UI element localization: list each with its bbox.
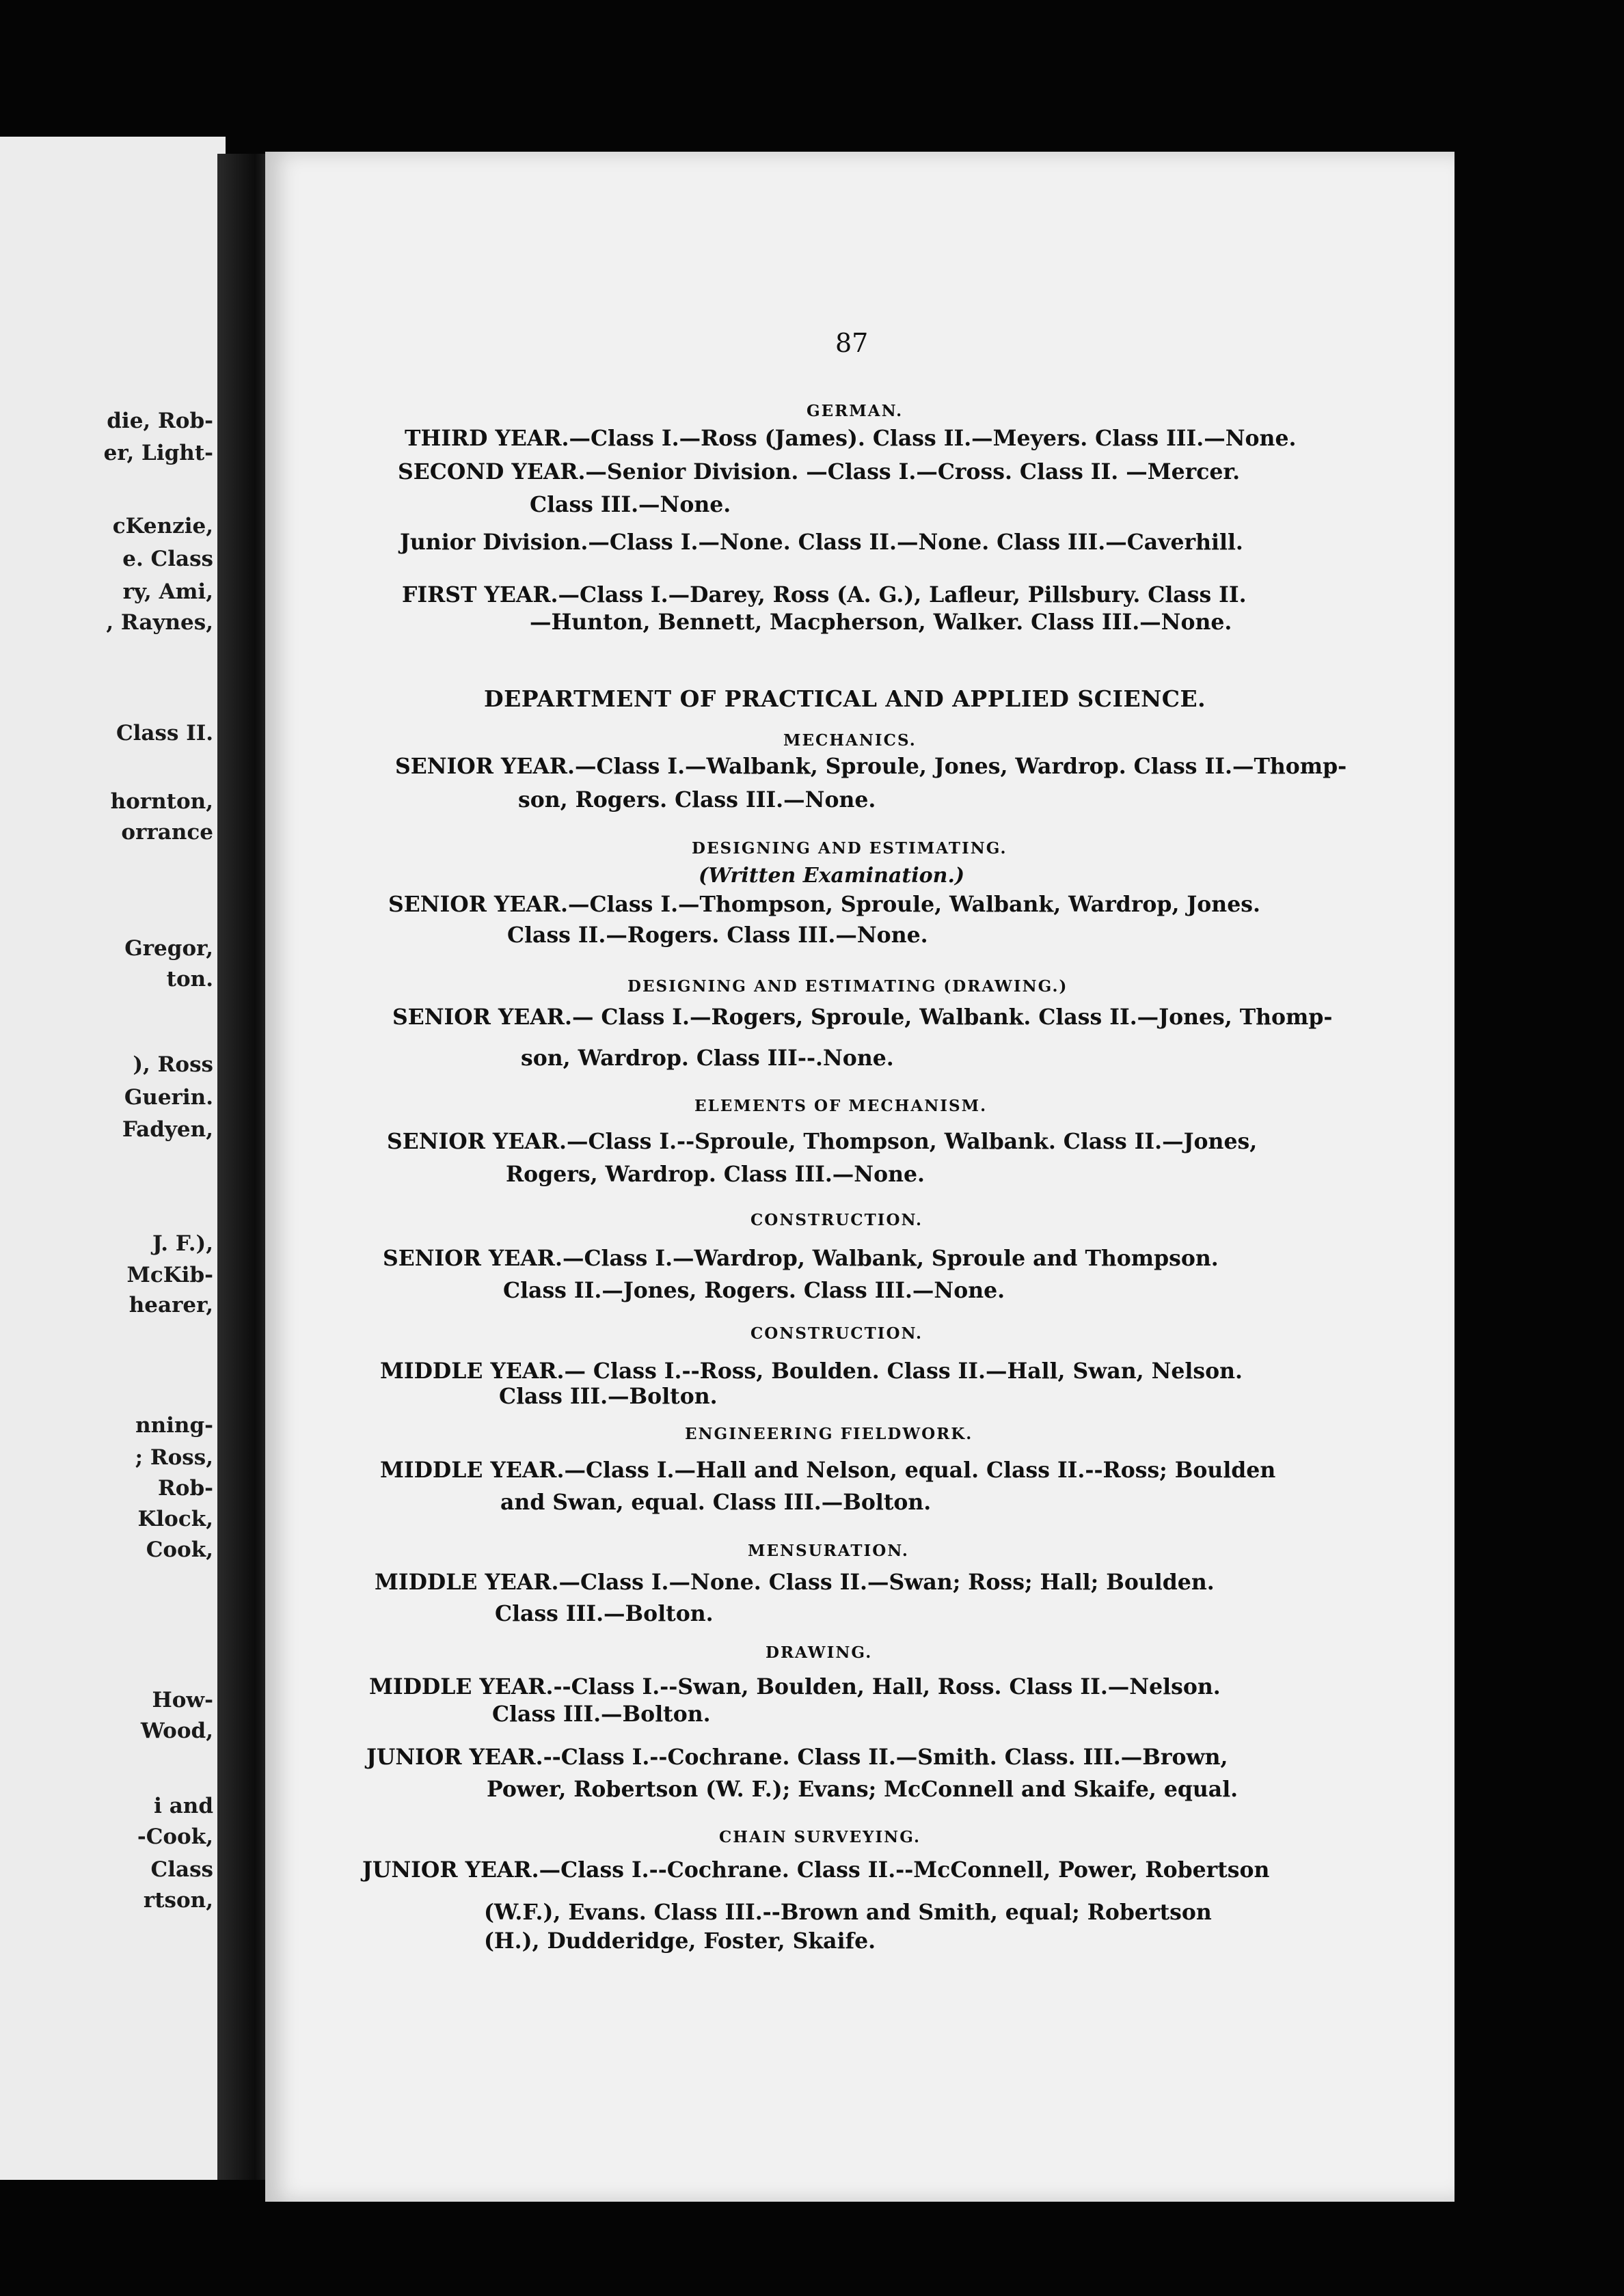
facing-page-text-fragment: Gregor, <box>124 936 213 961</box>
section-heading-fieldwork: ENGINEERING FIELDWORK. <box>685 1425 973 1443</box>
text-line: THIRD YEAR.—Class I.—Ross (James). Class II.—Meyers. Class III.—None. <box>405 426 1297 451</box>
facing-page-text-fragment: J. F.), <box>152 1231 213 1256</box>
page-number: 87 <box>835 328 869 358</box>
text-line: Class III.—Bolton. <box>499 1384 718 1409</box>
section-heading-designing-drawing: DESIGNING AND ESTIMATING (DRAWING.) <box>627 977 1068 996</box>
text-line: and Swan, equal. Class III.—Bolton. <box>500 1490 932 1515</box>
section-heading-german: GERMAN. <box>807 402 904 420</box>
facing-page-text-fragment: rtson, <box>143 1888 213 1913</box>
facing-page-text-fragment: ry, Ami, <box>122 579 213 604</box>
text-line: son, Rogers. Class III.—None. <box>518 787 876 812</box>
facing-page-text-fragment: ), Ross <box>133 1052 213 1077</box>
text-line: JUNIOR YEAR.—Class I.--Cochrane. Class II.--McConnell, Power, Robertson <box>362 1857 1270 1883</box>
section-heading-mensuration: MENSURATION. <box>748 1542 909 1560</box>
text-line: Rogers, Wardrop. Class III.—None. <box>506 1162 925 1187</box>
text-line: (W.F.), Evans. Class III.--Brown and Smith, equal; Robertson <box>484 1900 1212 1925</box>
department-heading: DEPARTMENT OF PRACTICAL AND APPLIED SCIENCE. <box>484 685 1206 712</box>
text-line: Junior Division.—Class I.—None. Class II.—None. Class III.—Caverhill. <box>400 530 1243 555</box>
facing-page-text-fragment: McKib- <box>126 1263 213 1287</box>
text-line: JUNIOR YEAR.--Class I.--Cochrane. Class II.—Smith. Class. III.—Brown, <box>366 1745 1228 1770</box>
facing-page-text-fragment: Guerin. <box>124 1085 213 1110</box>
facing-page-text-fragment: Cook, <box>146 1538 213 1562</box>
text-line: SECOND YEAR.—Senior Division. —Class I.—Cross. Class II. —Mercer. <box>398 459 1241 484</box>
facing-page-text-fragment: Rob- <box>158 1476 213 1501</box>
facing-page-text-fragment: -Cook, <box>137 1824 213 1849</box>
text-line: Class III.—Bolton. <box>492 1702 711 1727</box>
text-line: Class III.—Bolton. <box>495 1601 714 1626</box>
section-heading-designing: DESIGNING AND ESTIMATING. <box>692 839 1007 858</box>
facing-page-text-fragment: hornton, <box>110 789 213 814</box>
facing-page-text-fragment: Wood, <box>140 1719 213 1743</box>
text-line: SENIOR YEAR.—Class I.—Wardrop, Walbank, Sproule and Thompson. <box>383 1246 1219 1271</box>
section-heading-chain-surveying: CHAIN SURVEYING. <box>719 1828 921 1846</box>
text-line: SENIOR YEAR.— Class I.—Rogers, Sproule, Walbank. Class II.—Jones, Thomp- <box>392 1004 1333 1030</box>
text-line: —Hunton, Bennett, Macpherson, Walker. Class III.—None. <box>530 610 1232 635</box>
facing-page-text-fragment: Klock, <box>137 1507 213 1531</box>
facing-page-text-fragment: Fadyen, <box>122 1117 213 1142</box>
text-line: Class II.—Rogers. Class III.—None. <box>507 922 928 948</box>
facing-page-text-fragment: hearer, <box>128 1293 213 1317</box>
facing-page-text-fragment: nning- <box>135 1413 213 1438</box>
facing-page-fragment <box>0 137 226 2180</box>
text-line: Power, Robertson (W. F.); Evans; McConnell and Skaife, equal. <box>487 1777 1239 1802</box>
text-line: son, Wardrop. Class III--.None. <box>521 1046 894 1071</box>
text-line: (H.), Dudderidge, Foster, Skaife. <box>484 1928 876 1954</box>
section-heading-mechanics: MECHANICS. <box>783 731 917 750</box>
facing-page-text-fragment: die, Rob- <box>107 409 213 433</box>
section-heading-elements: ELEMENTS OF MECHANISM. <box>694 1097 988 1115</box>
facing-page-text-fragment: cKenzie, <box>112 514 213 538</box>
text-line: SENIOR YEAR.—Class I.—Thompson, Sproule, Walbank, Wardrop, Jones. <box>388 892 1260 917</box>
facing-page-text-fragment: Class II. <box>116 721 213 746</box>
text-line: Class II.—Jones, Rogers. Class III.—None. <box>503 1278 1005 1303</box>
facing-page-text-fragment: orrance <box>121 820 213 845</box>
facing-page-text-fragment: , Raynes, <box>106 610 213 635</box>
facing-page-text-fragment: ; Ross, <box>135 1445 213 1470</box>
text-line: SENIOR YEAR.—Class I.—Walbank, Sproule, Jones, Wardrop. Class II.—Thomp- <box>395 754 1347 779</box>
text-line: SENIOR YEAR.—Class I.--Sproule, Thompson, Walbank. Class II.—Jones, <box>387 1129 1258 1154</box>
text-line: Class III.—None. <box>530 492 731 517</box>
facing-page-text-fragment: er, Light- <box>103 441 213 465</box>
text-line: MIDDLE YEAR.--Class I.--Swan, Boulden, Hall, Ross. Class II.—Nelson. <box>369 1674 1221 1699</box>
text-line: MIDDLE YEAR.—Class I.—Hall and Nelson, equal. Class II.--Ross; Boulden <box>380 1458 1276 1483</box>
text-line: FIRST YEAR.—Class I.—Darey, Ross (A. G.), Lafleur, Pillsbury. Class II. <box>402 582 1247 607</box>
section-heading-construction: CONSTRUCTION. <box>750 1324 923 1343</box>
facing-page-text-fragment: e. Class <box>122 547 213 571</box>
facing-page-text-fragment: How- <box>152 1688 213 1712</box>
facing-page-text-fragment: i and <box>154 1794 213 1818</box>
text-line: MIDDLE YEAR.—Class I.—None. Class II.—Swan; Ross; Hall; Boulden. <box>375 1570 1215 1595</box>
section-heading-drawing: DRAWING. <box>766 1643 873 1662</box>
section-heading-construction: CONSTRUCTION. <box>750 1211 923 1229</box>
text-line: MIDDLE YEAR.— Class I.--Ross, Boulden. Class II.—Hall, Swan, Nelson. <box>380 1358 1243 1384</box>
facing-page-text-fragment: ton. <box>166 967 213 992</box>
facing-page-text-fragment: Class <box>150 1857 213 1882</box>
written-examination-note: (Written Examination.) <box>699 864 965 888</box>
